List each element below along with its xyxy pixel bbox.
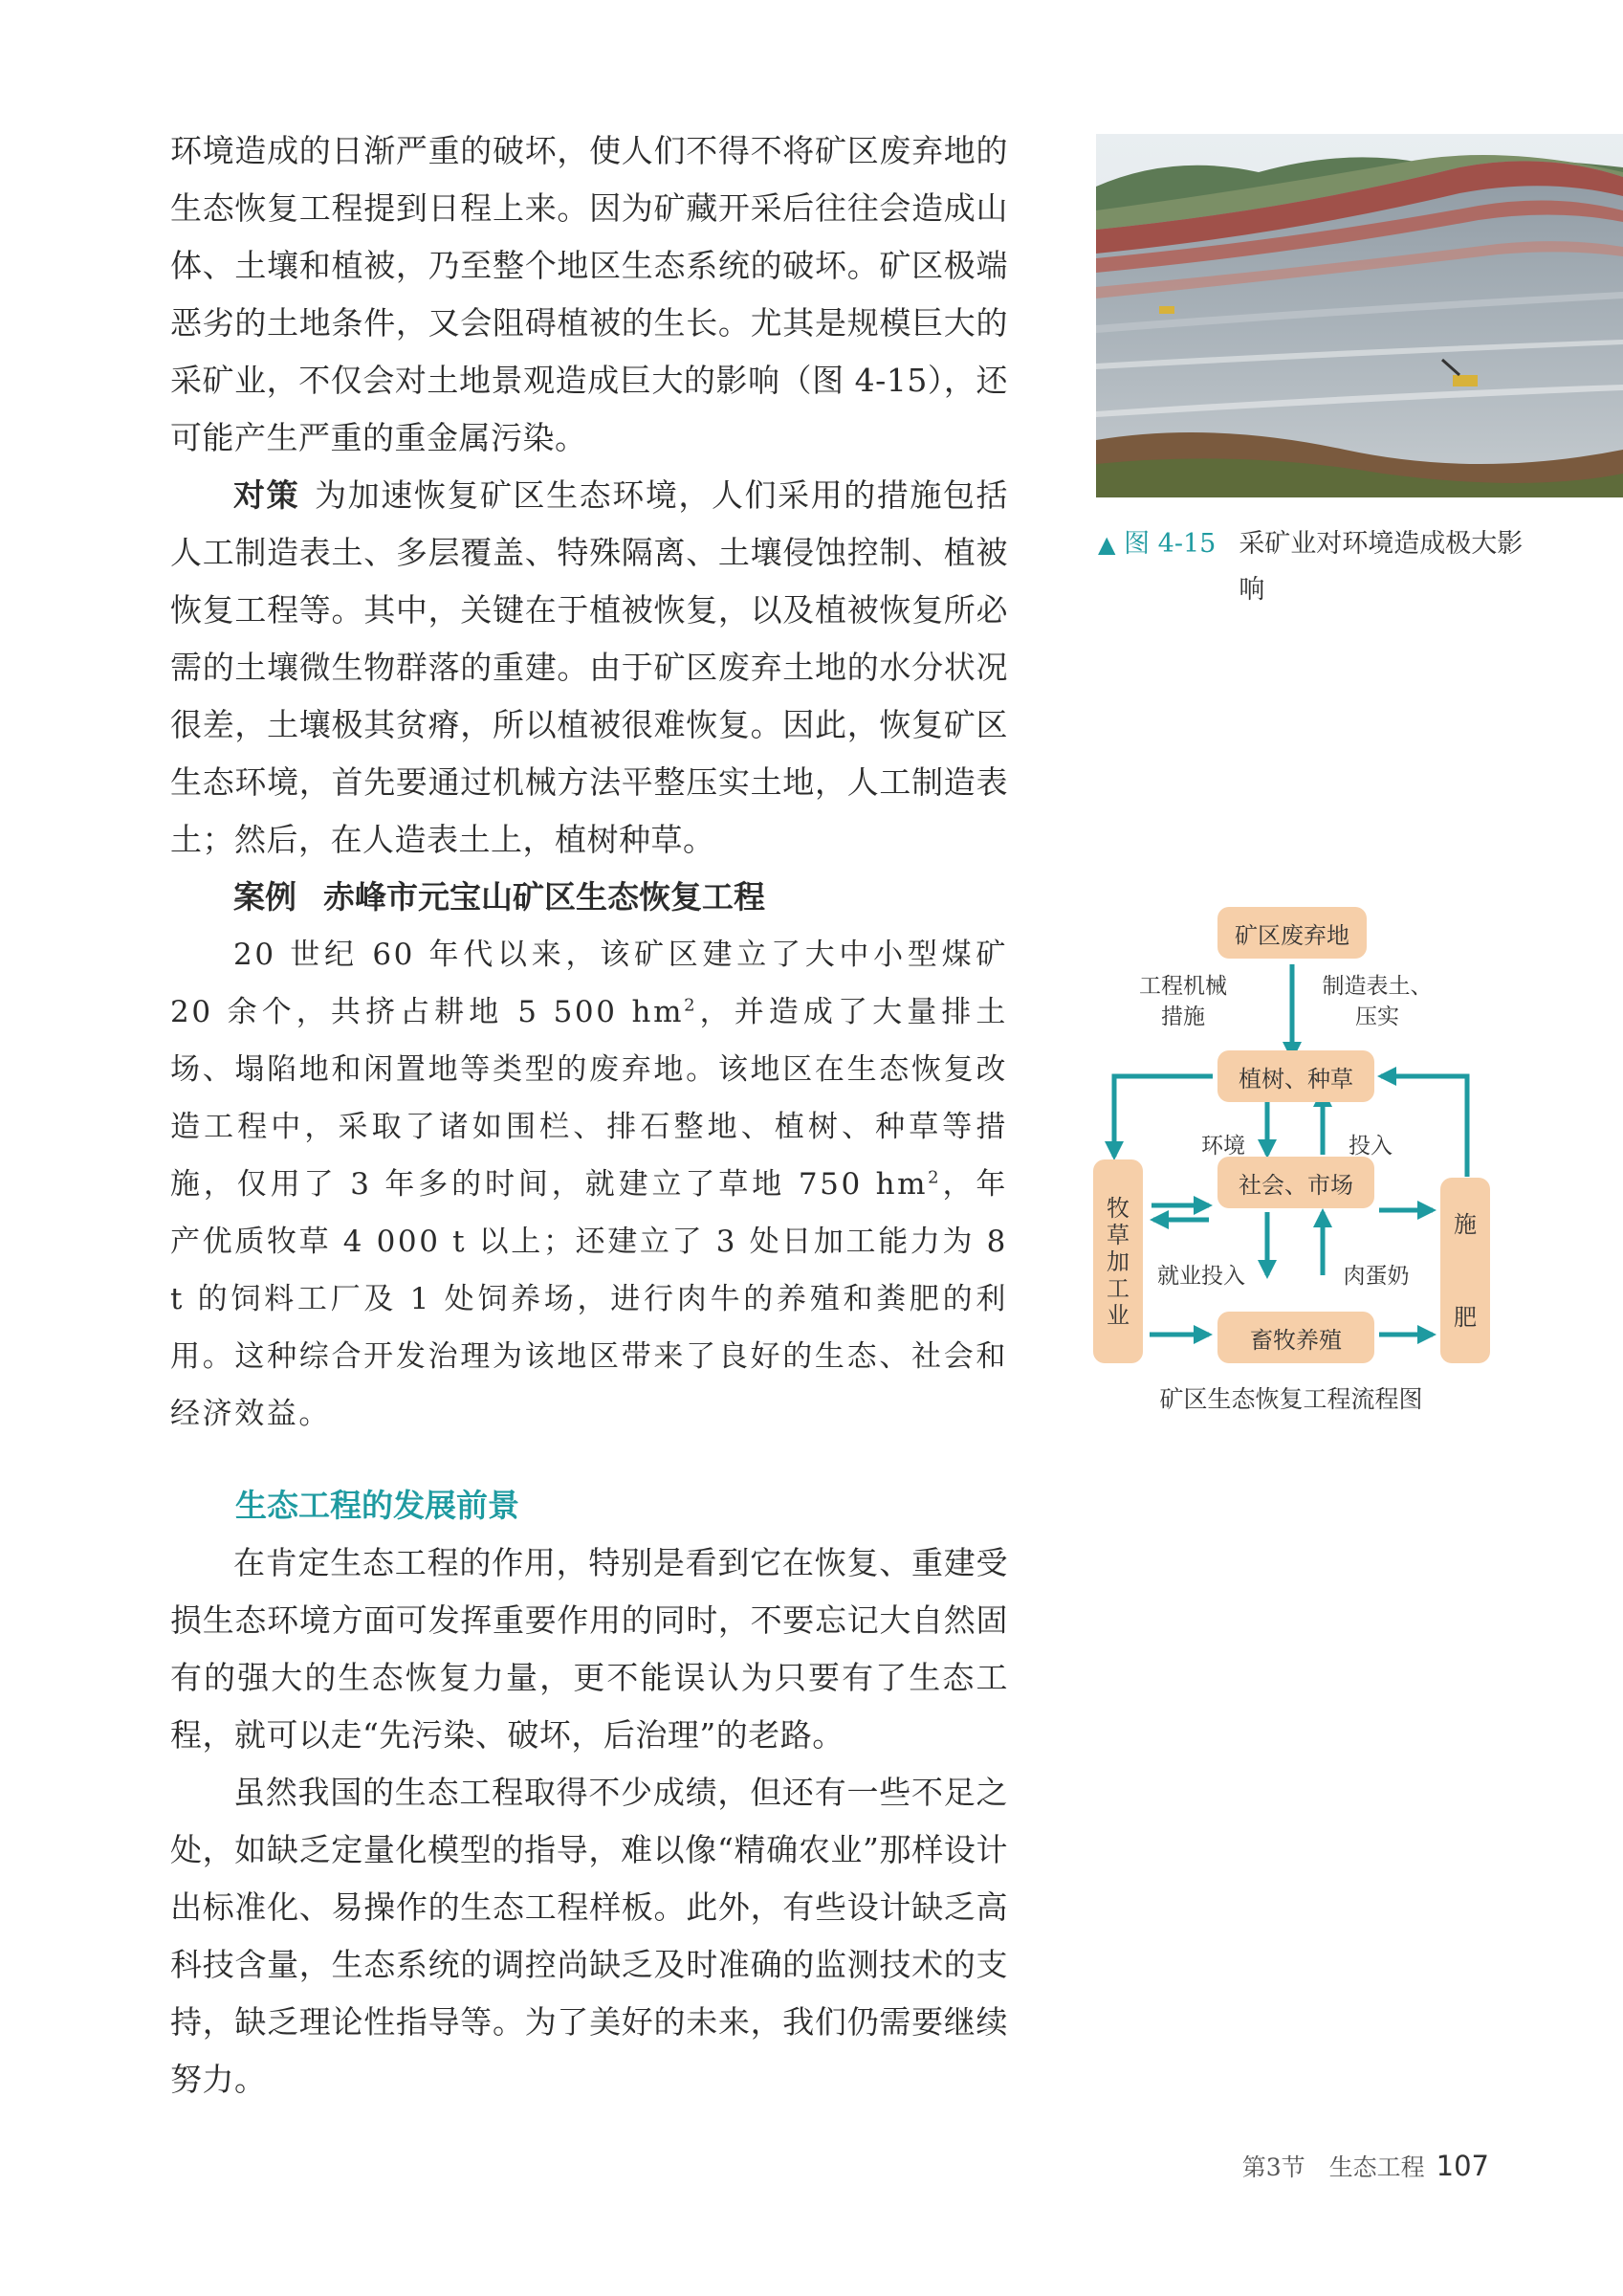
label-machinery: 工程机械 措施 [1139, 974, 1227, 1029]
paragraph-prospect-2: 虽然我国的生态工程取得不少成绩，但还有一些不足之处，如缺乏定量化模型的指导，难以像“精确农业”那样设计出标准化、易操作的生态工程样板。此外，有些设计缺乏高科技含量，生态系统的调控尚缺乏及时准确的监测技术的支持，缺乏理论性指导等。为了美好的未来，我们仍需要继续努力。 [170, 1774, 1008, 2098]
paragraph-prospect-1: 在肯定生态工程的作用，特别是看到它在恢复、重建受损生态环境方面可发挥重要作用的同时，不要忘记大自然固有的强大的生态恢复力量，更不能误认为只要有了生态工程，就可以走“先污染、破坏，后治理”的老路。 [170, 1544, 1008, 1754]
mining-landscape-photo [1096, 134, 1623, 497]
label-input: 投入 [1349, 1134, 1393, 1159]
node-mining-wasteland: 矿区废弃地 [1217, 907, 1367, 959]
forage-char: 业 [1107, 1301, 1130, 1329]
node-livestock: 畜牧养殖 [1217, 1312, 1374, 1363]
forage-char: 工 [1107, 1274, 1130, 1302]
figure-number: 图 4-15 [1124, 529, 1217, 559]
label-topsoil: 制造表土、 压实 [1322, 974, 1433, 1029]
countermeasures-text: 为加速恢复矿区生态环境，人们采用的措施包括人工制造表土、多层覆盖、特殊隔离、土壤侵蚀控制、植被恢复工程等。其中，关键在于植被恢复，以及植被恢复所必需的土壤微生物群落的重建。由于矿区废弃土地的水分状况很差，土壤极其贫瘠，所以植被很难恢复。因此，恢复矿区生态环境，首先要通过机械方法平整压实土地，人工制造表土；然后，在人造表土上，植树种草。 [170, 476, 1009, 858]
fertilizer-char: 肥 [1454, 1303, 1477, 1331]
flow-caption: 矿区生态恢复工程流程图 [1159, 1385, 1423, 1413]
case-text-b: ，并造成了大量排土场、塌陷地和闲置地等类型的废弃地。该地区在生态恢复改造工程中，采取了诸如围栏、排石整地、植树、种草等措施，仅用了 3 年多的时间，就建立了草地 750 hm [170, 995, 1008, 1202]
paragraph-countermeasures [170, 467, 1008, 869]
case-heading [170, 869, 1008, 926]
forage-char: 草 [1107, 1221, 1130, 1248]
superscript-2: 2 [928, 1167, 942, 1188]
page-footer [1242, 2149, 1489, 2183]
footer-section: 第3节 生态工程 [1241, 2153, 1425, 2181]
page-number: 107 [1436, 2150, 1489, 2182]
forage-char: 牧 [1107, 1194, 1130, 1222]
arrow-fertilizer-to-planting [1381, 1076, 1467, 1177]
figure-caption [1098, 521, 1538, 613]
section-heading: 生态工程的发展前景 [235, 1487, 519, 1524]
superscript-2: 2 [684, 995, 698, 1016]
case-text-a: 20 世纪 60 年代以来，该矿区建立了大中小型煤矿 20 余个，共挤占耕地 5 500 hm [170, 938, 1008, 1029]
countermeasures-lead: 对策 [233, 476, 300, 514]
main-text-column [170, 122, 1008, 2108]
case-label: 案例 [233, 878, 296, 916]
case-text-c: ，年产优质牧草 4 000 t 以上；还建立了 3 处日加工能力为 8 t 的饲料工厂及 1 处饲养场，进行肉牛的养殖和粪肥的利用。这种综合开发治理为该地区带来了良好的生态、社会和经济效益。 [170, 1167, 1008, 1431]
node-society-market: 社会、市场 [1217, 1157, 1374, 1208]
node-forage-processing [1093, 1159, 1143, 1363]
case-title: 赤峰市元宝山矿区生态恢复工程 [323, 878, 765, 916]
label-employment: 就业投入 [1157, 1264, 1245, 1289]
forage-char: 加 [1107, 1247, 1130, 1275]
node-fertilizer [1440, 1178, 1490, 1363]
flow-diagram [1090, 904, 1492, 1416]
case-paragraph [170, 926, 1008, 1443]
label-meat-eggs-milk: 肉蛋奶 [1343, 1264, 1410, 1289]
label-environment: 环境 [1201, 1134, 1245, 1159]
caption-triangle-icon: ▲ [1098, 531, 1116, 558]
paragraph-1: 环境造成的日渐严重的破坏，使人们不得不将矿区废弃地的生态恢复工程提到日程上来。因为矿藏开采后往往会造成山体、土壤和植被，乃至整个地区生态系统的破坏。矿区极端恶劣的土地条件，又会阻碍植被的生长。尤其是规模巨大的采矿业，不仅会对土地景观造成巨大的影响（图 4-15），还可能产生严重的重金属污染。 [170, 132, 1008, 456]
node-planting: 植树、种草 [1217, 1050, 1374, 1102]
figure-caption-text: 采矿业对环境造成极大影响 [1239, 529, 1524, 605]
fertilizer-char: 施 [1454, 1210, 1477, 1238]
